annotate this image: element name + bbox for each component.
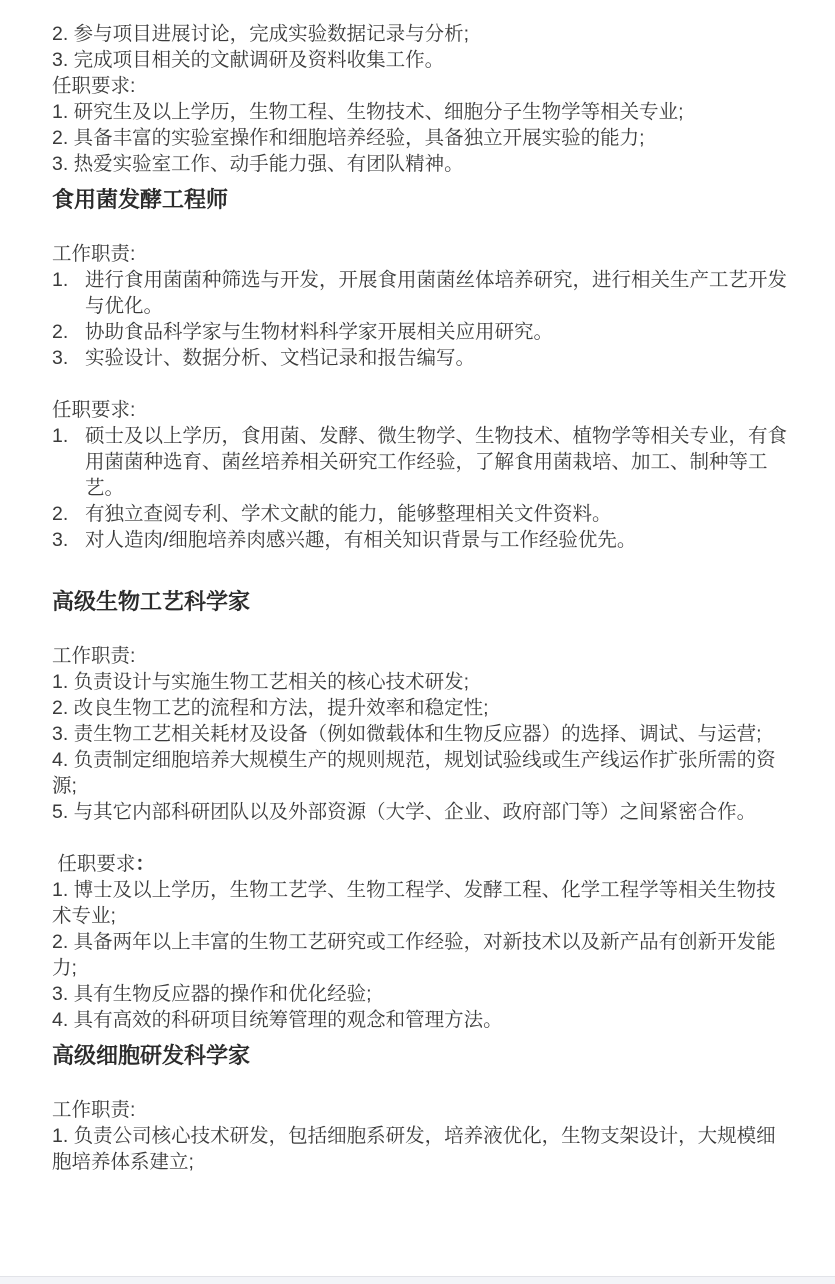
blank-line <box>52 553 795 579</box>
blank-line <box>52 371 795 397</box>
list-item-marker: 2. <box>52 503 69 525</box>
text-line: 2. 参与项目进展讨论，完成实验数据记录与分析; <box>52 23 470 45</box>
list-item-marker: 1. <box>52 425 69 447</box>
text-line: 有独立查阅专利、学术文献的能力，能够整理相关文件资料。 <box>85 503 612 525</box>
requirements-label: 任职要求： <box>52 853 155 875</box>
text-line: 3. 具有生物反应器的操作和优化经验; <box>52 983 372 1005</box>
text-line: 源; <box>52 775 77 797</box>
horizontal-scrollbar-track[interactable] <box>0 1276 835 1284</box>
text-line: 硕士及以上学历，食用菌、发酵、微生物学、生物技术、植物学等相关专业，有食 <box>85 425 788 447</box>
text-line: 1. 博士及以上学历，生物工艺学、生物工程学、发酵工程、化学工程学等相关生物技 <box>52 879 776 901</box>
duties-label: 工作职责: <box>52 243 136 265</box>
list-item-marker: 2. <box>52 321 69 343</box>
list-item <box>52 319 795 345</box>
text-line: 用菌菌种选育、菌丝培养相关研究工作经验，了解食用菌栽培、加工、制种等工 <box>85 451 768 473</box>
text-line: 5. 与其它内部科研团队以及外部资源（大学、企业、政府部门等）之间紧密合作。 <box>52 801 757 823</box>
list-item-marker: 3. <box>52 529 69 551</box>
blank-line <box>52 617 795 643</box>
job-title-heading: 高级细胞研发科学家 <box>52 1043 251 1068</box>
blank-line <box>52 825 795 851</box>
duties-label: 工作职责: <box>52 645 136 667</box>
blank-line <box>52 215 795 241</box>
duties-label: 工作职责: <box>52 1099 136 1121</box>
job-title-heading: 高级生物工艺科学家 <box>52 589 251 614</box>
text-line: 2. 具备丰富的实验室操作和细胞培养经验，具备独立开展实验的能力; <box>52 127 645 149</box>
list-item-marker: 1. <box>52 269 69 291</box>
mushroom-fermentation-engineer-section <box>52 185 795 579</box>
requirements-label: 任职要求: <box>52 75 136 97</box>
previous-role-tail-section <box>52 21 795 177</box>
list-item <box>52 423 795 501</box>
list-item <box>52 267 795 319</box>
text-line: 2. 改良生物工艺的流程和方法，提升效率和稳定性; <box>52 697 489 719</box>
list-item <box>52 501 795 527</box>
bold-colon: ： <box>135 853 155 875</box>
blank-line <box>52 1071 795 1097</box>
requirements-label: 任职要求: <box>52 399 136 421</box>
text-line: 艺。 <box>85 477 125 499</box>
text-line: 协助食品科学家与生物材料科学家开展相关应用研究。 <box>85 321 554 343</box>
text-line: 与优化。 <box>85 295 164 317</box>
text-line: 胞培养体系建立; <box>52 1151 194 1173</box>
text-line: 4. 具有高效的科研项目统筹管理的观念和管理方法。 <box>52 1009 503 1031</box>
text-line: 3. 责生物工艺相关耗材及设备（例如微载体和生物反应器）的选择、调试、与运营; <box>52 723 762 745</box>
list-item-marker: 3. <box>52 347 69 369</box>
text-line: 术专业; <box>52 905 116 927</box>
text-line: 4. 负责制定细胞培养大规模生产的规则规范，规划试验线或生产线运作扩张所需的资 <box>52 749 776 771</box>
list-item <box>52 527 795 553</box>
text-line: 力; <box>52 957 77 979</box>
senior-cell-rd-scientist-section <box>52 1041 795 1175</box>
text-line: 对人造肉/细胞培养肉感兴趣，有相关知识背景与工作经验优先。 <box>85 529 637 551</box>
text-line: 1. 研究生及以上学历，生物工程、生物技术、细胞分子生物学等相关专业; <box>52 101 684 123</box>
text-line: 2. 具备两年以上丰富的生物工艺研究或工作经验，对新技术以及新产品有创新开发能 <box>52 931 776 953</box>
text-line: 实验设计、数据分析、文档记录和报告编写。 <box>85 347 476 369</box>
senior-bioprocess-scientist-section <box>52 587 795 1033</box>
text-line: 3. 完成项目相关的文献调研及资料收集工作。 <box>52 49 445 71</box>
text-line: 1. 负责公司核心技术研发，包括细胞系研发，培养液优化，生物支架设计，大规模细 <box>52 1125 776 1147</box>
text-line: 1. 负责设计与实施生物工艺相关的核心技术研发; <box>52 671 470 693</box>
list-item <box>52 345 795 371</box>
job-title-heading: 食用菌发酵工程师 <box>52 187 229 212</box>
text-line: 3. 热爱实验室工作、动手能力强、有团队精神。 <box>52 153 464 175</box>
text-line: 进行食用菌菌种筛选与开发，开展食用菌菌丝体培养研究，进行相关生产工艺开发 <box>85 269 788 291</box>
